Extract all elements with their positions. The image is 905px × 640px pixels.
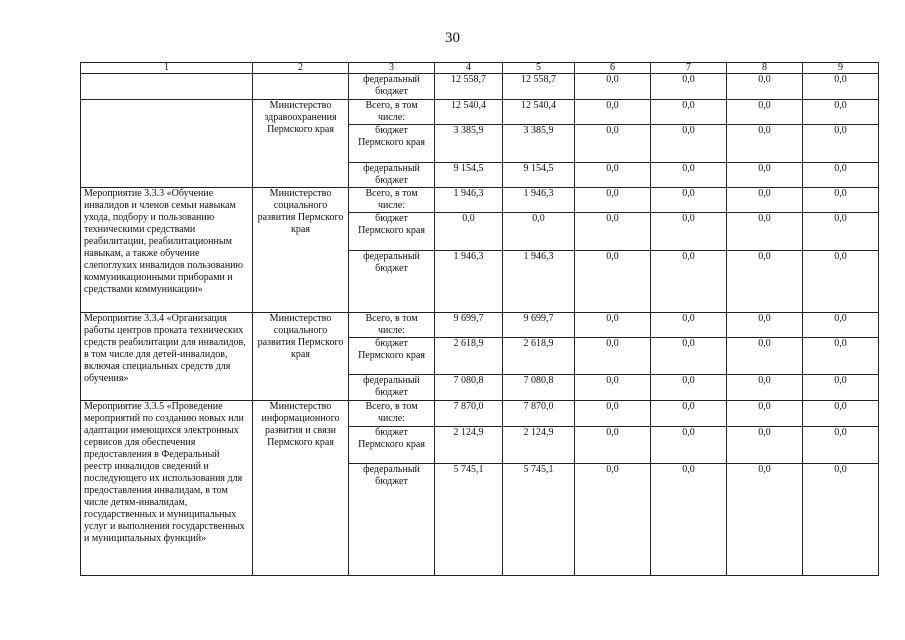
header-cell: 8 [727,63,803,74]
source-cell: Всего, в том числе: [349,313,435,338]
value-cell: 2 618,9 [435,338,503,375]
value-cell: 2 618,9 [503,338,575,375]
value-cell: 5 745,1 [503,464,575,576]
value-cell: 12 558,7 [503,74,575,100]
value-cell: 0,0 [651,375,727,401]
value-cell: 0,0 [651,427,727,464]
value-cell: 0,0 [503,213,575,251]
value-cell: 0,0 [575,251,651,313]
value-cell: 0,0 [803,74,879,100]
value-cell: 0,0 [727,74,803,100]
value-cell: 0,0 [727,464,803,576]
header-row [81,63,879,74]
value-cell: 9 154,5 [503,163,575,188]
org-cell: Министерство здравоохранения Пермского края [253,100,349,188]
value-cell: 0,0 [803,213,879,251]
value-cell: 7 870,0 [503,401,575,427]
value-cell: 0,0 [575,464,651,576]
header-cell: 7 [651,63,727,74]
value-cell: 0,0 [651,251,727,313]
event-cell: Мероприятие 3.3.4 «Организация работы центров проката технических средств реабилитации для инвалидов, в том числе для детей-инвалидов, включая специальных средств для обучения» [81,313,253,401]
source-cell: Всего, в том числе: [349,100,435,125]
value-cell: 0,0 [727,125,803,163]
source-cell: федеральный бюджет [349,74,435,100]
header-cell: 6 [575,63,651,74]
value-cell: 0,0 [575,213,651,251]
source-cell: Всего, в том числе: [349,188,435,213]
table-row [81,188,879,213]
value-cell: 0,0 [575,100,651,125]
source-cell: бюджет Пермского края [349,125,435,163]
table-row [81,100,879,125]
org-cell: Министерство информационного развития и связи Пермского края [253,401,349,576]
value-cell: 0,0 [803,427,879,464]
value-cell: 0,0 [803,401,879,427]
value-cell: 12 540,4 [503,100,575,125]
source-cell: бюджет Пермского края [349,338,435,375]
value-cell: 0,0 [803,163,879,188]
value-cell: 2 124,9 [503,427,575,464]
value-cell: 0,0 [575,163,651,188]
value-cell: 0,0 [727,251,803,313]
value-cell: 0,0 [803,338,879,375]
value-cell: 1 946,3 [435,188,503,213]
value-cell: 0,0 [727,401,803,427]
value-cell: 0,0 [575,427,651,464]
value-cell: 0,0 [651,125,727,163]
value-cell: 1 946,3 [503,188,575,213]
table-row [81,313,879,338]
value-cell: 2 124,9 [435,427,503,464]
value-cell: 0,0 [575,338,651,375]
value-cell: 9 699,7 [503,313,575,338]
header-cell: 5 [503,63,575,74]
event-cell-empty [81,74,253,100]
source-cell: бюджет Пермского края [349,427,435,464]
value-cell: 0,0 [803,188,879,213]
value-cell: 0,0 [727,213,803,251]
value-cell: 0,0 [803,100,879,125]
value-cell: 0,0 [727,375,803,401]
value-cell: 0,0 [803,251,879,313]
org-cell: Министерство социального развития Пермского края [253,188,349,313]
source-cell: бюджет Пермского края [349,213,435,251]
value-cell: 0,0 [435,213,503,251]
header-cell: 2 [253,63,349,74]
org-cell: Министерство социального развития Пермского края [253,313,349,401]
value-cell: 7 080,8 [435,375,503,401]
value-cell: 7 870,0 [435,401,503,427]
value-cell: 0,0 [651,188,727,213]
value-cell: 0,0 [803,313,879,338]
value-cell: 3 385,9 [503,125,575,163]
source-cell: Всего, в том числе: [349,401,435,427]
source-cell: федеральный бюджет [349,163,435,188]
header-cell: 3 [349,63,435,74]
value-cell: 0,0 [651,100,727,125]
value-cell: 0,0 [727,100,803,125]
value-cell: 12 540,4 [435,100,503,125]
value-cell: 0,0 [575,74,651,100]
event-cell-empty [81,100,253,188]
value-cell: 12 558,7 [435,74,503,100]
page-number: 30 [445,30,460,46]
value-cell: 0,0 [727,188,803,213]
source-cell: федеральный бюджет [349,464,435,576]
value-cell: 0,0 [651,163,727,188]
table-row [81,74,879,100]
value-cell: 0,0 [575,401,651,427]
value-cell: 0,0 [651,464,727,576]
value-cell: 0,0 [727,163,803,188]
value-cell: 0,0 [803,464,879,576]
event-cell: Мероприятие 3.3.3 «Обучение инвалидов и членов семьи навыкам ухода, подбору и пользованию техническими средствами реабилитации, реабилитационным навыкам, а также обучение слепоглухих инвалидов пользованию коммуникационными приборами и средствами коммуникации» [81,188,253,313]
value-cell: 0,0 [651,74,727,100]
value-cell: 9 699,7 [435,313,503,338]
value-cell: 0,0 [651,338,727,375]
value-cell: 5 745,1 [435,464,503,576]
value-cell: 0,0 [727,427,803,464]
header-cell: 4 [435,63,503,74]
value-cell: 1 946,3 [503,251,575,313]
header-cell: 9 [803,63,879,74]
value-cell: 0,0 [651,401,727,427]
source-cell: федеральный бюджет [349,375,435,401]
org-cell-empty [253,74,349,100]
value-cell: 0,0 [727,313,803,338]
value-cell: 0,0 [575,375,651,401]
value-cell: 0,0 [575,313,651,338]
header-cell: 1 [81,63,253,74]
value-cell: 0,0 [803,375,879,401]
value-cell: 9 154,5 [435,163,503,188]
budget-table [80,62,879,576]
value-cell: 3 385,9 [435,125,503,163]
value-cell: 7 080,8 [503,375,575,401]
value-cell: 1 946,3 [435,251,503,313]
value-cell: 0,0 [803,125,879,163]
value-cell: 0,0 [575,125,651,163]
source-cell: федеральный бюджет [349,251,435,313]
table-row [81,401,879,427]
value-cell: 0,0 [575,188,651,213]
event-cell: Мероприятие 3.3.5 «Проведение мероприятий по созданию новых или адаптации имеющихся электронных сервисов для обеспечения предоставления в Федеральный реестр инвалидов сведений и последующего их использования для предоставления инвалидам, в том числе детям-инвалидам, государственных и муниципальных услуг и выполнения государственных и муниципальных функций» [81,401,253,576]
value-cell: 0,0 [651,313,727,338]
value-cell: 0,0 [651,213,727,251]
value-cell: 0,0 [727,338,803,375]
